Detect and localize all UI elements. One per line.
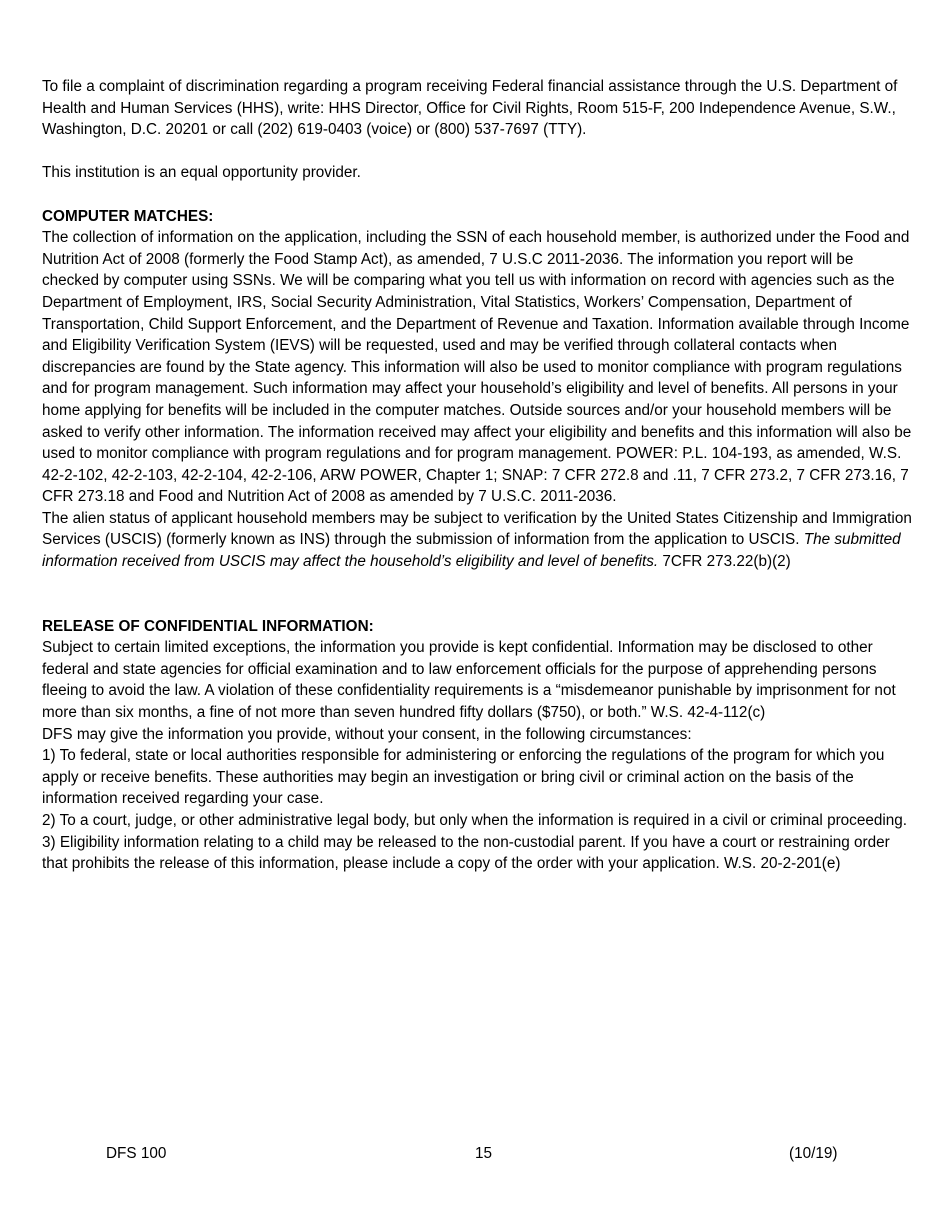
circumstance-item: 1) To federal, state or local authorities responsible for administering or enforcing the regulations of the program for which you apply or receive benefits. These authorities may begin an investigation or bring civil or criminal action on the basis of the information received regarding your case.: [42, 747, 885, 808]
spacer: [42, 141, 912, 163]
page-number: 15: [475, 1145, 493, 1162]
release-confidential-heading: RELEASE OF CONFIDENTIAL INFORMATION:: [42, 617, 374, 635]
alien-status-italic: The submitted information received from USCIS may affect the household’s eligibility and level of benefits.: [42, 531, 901, 571]
spacer: [42, 184, 912, 206]
complaint-paragraph: To file a complaint of discrimination regarding a program receiving Federal financial assistance through the U.S. Department of Health and Human Services (HHS), write: HHS Director, Office for Civil Rights, Room 515-F, 200 Independence Avenue, S.W., Washington, D.C. 20201 or call (202) 619-0403 (voice) or (800) 537-7697 (TTY).: [42, 78, 898, 139]
release-confidential-body: Subject to certain limited exceptions, the information you provide is kept confidential. Information may be disclosed to other federal and state agencies for official examination and to law enforcement officials for the purpose of apprehending persons fleeing to avoid the law. A violation of these confidentiality requirements is a “misdemeanor punishable by imprisonment for not more than six months, a fine of not more than seven hundred fifty dollars ($750), or both.” W.S. 42-4-112(c): [42, 639, 896, 722]
document-body: [42, 76, 912, 875]
page-footer: [0, 1143, 950, 1165]
computer-matches-heading: COMPUTER MATCHES:: [42, 207, 214, 225]
circumstance-item: 2) To a court, judge, or other administrative legal body, but only when the information is required in a civil or criminal proceeding.: [42, 812, 908, 829]
form-id: DFS 100: [106, 1145, 167, 1162]
circumstances-intro: DFS may give the information you provide, without your consent, in the following circumstances:: [42, 725, 692, 743]
circumstance-item: 3) Eligibility information relating to a child may be released to the non-custodial parent. If you have a court or restraining order that prohibits the release of this information, please include a copy of the order with your application. W.S. 20-2-201(e): [42, 833, 890, 873]
revision-date: (10/19): [789, 1145, 838, 1162]
spacer: [42, 573, 912, 616]
alien-status-citation: 7CFR 273.22(b)(2): [658, 553, 791, 571]
computer-matches-body: The collection of information on the application, including the SSN of each household member, is authorized under the Food and Nutrition Act of 2008 (formerly the Food Stamp Act), as amended, 7 U.S.C 2011-2036. The information you report will be checked by computer using SSNs. We will be comparing what you tell us with information on record with agencies such as the Department of Employment, IRS, Social Security Administration, Vital Statistics, Workers’ Compensation, Department of Transportation, Child Support Enforcement, and the Department of Revenue and Taxation. Information available through Income and Eligibility Verification System (IEVS) will be requested, used and may be verified through collateral contacts when discrepancies are found by the State agency. This information will also be used to monitor compliance with program regulations and for program management. Such information may affect your household’s eligibility and level of benefits. All persons in your home applying for benefits will be included in the computer matches. Outside sources and/or your household members will be asked to verify other information. The information received may affect your eligibility and benefits and this information will also be used to monitor compliance with program regulations and for program management. POWER: P.L. 104-193, as amended, W.S. 42-2-102, 42-2-103, 42-2-104, 42-2-106, ARW POWER, Chapter 1; SNAP: 7 CFR 272.8 and .11, 7 CFR 273.2, 7 CFR 273.16, 7 CFR 273.18 and Food and Nutrition Act of 2008 as amended by 7 U.S.C. 2011-2036.: [42, 229, 912, 506]
equal-opportunity-statement: This institution is an equal opportunity provider.: [42, 164, 361, 182]
alien-status-paragraph: [42, 508, 912, 573]
alien-status-lead: The alien status of applicant household members may be subject to verification by the United States Citizenship and Immigration Services (USCIS) (formerly known as INS) through the submission of information from the application to USCIS.: [42, 509, 912, 549]
